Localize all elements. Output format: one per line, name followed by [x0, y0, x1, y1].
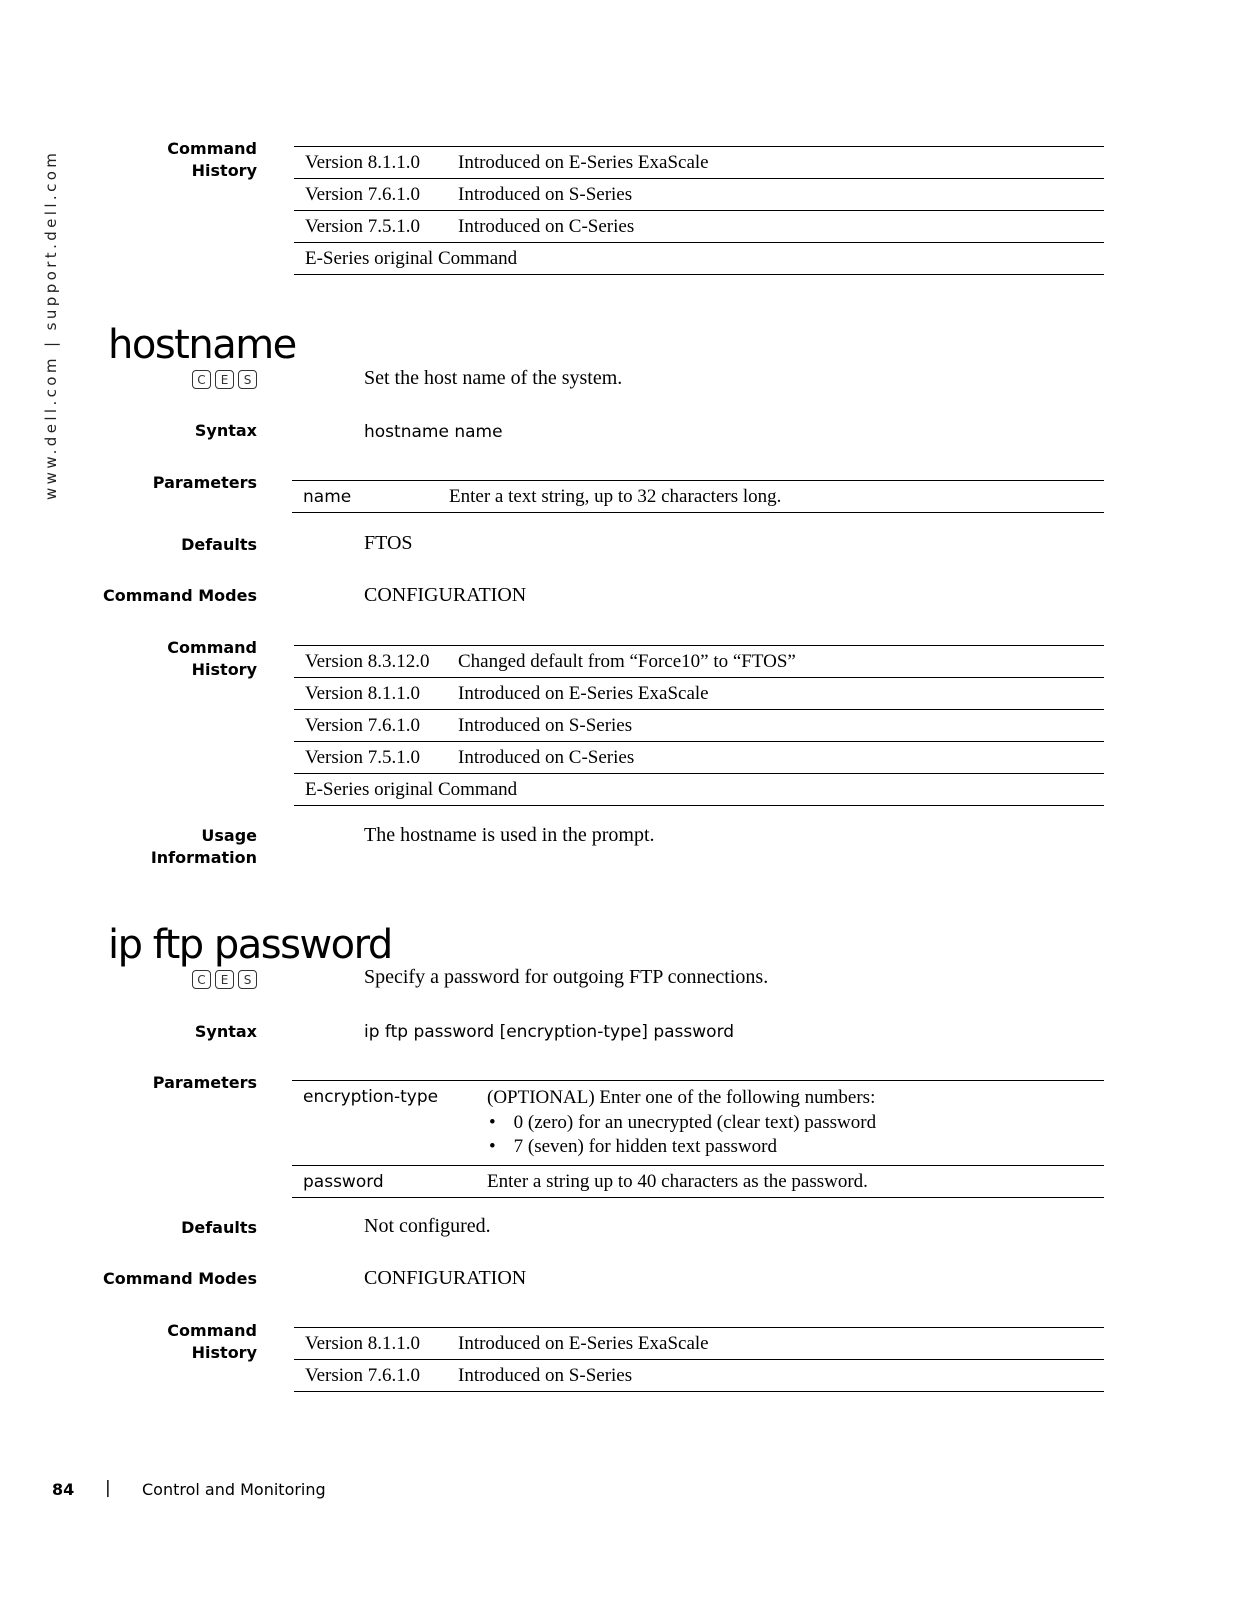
desc-cell: Introduced on C-Series: [458, 746, 635, 768]
platform-badges: [192, 370, 257, 389]
label-line: History: [191, 660, 257, 679]
bullet-text: 7 (seven) for hidden text password: [513, 1136, 777, 1157]
desc-cell: Introduced on E-Series ExaScale: [458, 1332, 709, 1354]
ip-ftp-password-heading: ip ftp password: [108, 922, 392, 968]
param-desc-text: (OPTIONAL) Enter one of the following numbers:: [487, 1087, 876, 1108]
platform-c-icon: C: [192, 970, 211, 989]
version-cell: Version 7.6.1.0: [305, 714, 421, 736]
side-url: www.dell.com | support.dell.com: [42, 149, 60, 500]
hostname-description: Set the host name of the system.: [364, 367, 623, 389]
ip-ftp-password-defaults: Not configured.: [364, 1215, 491, 1237]
desc-cell: Introduced on C-Series: [458, 215, 635, 237]
label-line: Command: [167, 638, 257, 657]
hostname-parameters-table: [292, 480, 1104, 513]
param-desc: Enter a string up to 40 characters as the password.: [487, 1170, 868, 1192]
version-cell: Version 7.6.1.0: [305, 183, 421, 205]
ip-ftp-password-syntax: ip ftp password [encryption-type] password: [364, 1022, 735, 1042]
desc-cell: Changed default from “Force10” to “FTOS”: [458, 650, 796, 672]
version-cell: Version 8.1.1.0: [305, 151, 421, 173]
version-cell: Version 7.5.1.0: [305, 215, 421, 237]
label-line: Command: [167, 139, 257, 158]
full-cell: E-Series original Command: [305, 778, 518, 800]
param-name: name: [303, 486, 352, 507]
ip-ftp-password-parameters-table: [292, 1080, 1104, 1198]
version-cell: Version 8.1.1.0: [305, 682, 421, 704]
table-row: [294, 742, 1104, 774]
table-row: [294, 211, 1104, 243]
table-row: [294, 678, 1104, 710]
table-row: [294, 774, 1104, 806]
history-table-top: [294, 146, 1104, 275]
version-cell: Version 7.6.1.0: [305, 1364, 421, 1386]
desc-cell: Introduced on S-Series: [458, 183, 633, 205]
table-row: [292, 1166, 1104, 1198]
label-line: Command: [167, 1321, 257, 1340]
version-cell: Version 7.5.1.0: [305, 746, 421, 768]
footer-section-title: Control and Monitoring: [142, 1480, 326, 1499]
label-line: History: [191, 161, 257, 180]
label-line: Usage: [201, 826, 257, 845]
hostname-heading: hostname: [108, 322, 296, 368]
table-row: [294, 243, 1104, 275]
table-row: [294, 710, 1104, 742]
platform-e-icon: E: [215, 970, 234, 989]
parameters-label: Parameters: [152, 1073, 257, 1092]
table-row: [294, 646, 1104, 678]
command-modes-label: Command Modes: [102, 1269, 257, 1288]
param-desc: Enter a text string, up to 32 characters long.: [449, 485, 782, 507]
desc-cell: Introduced on S-Series: [458, 714, 633, 736]
desc-cell: Introduced on E-Series ExaScale: [458, 682, 709, 704]
bullet-text: 0 (zero) for an unecrypted (clear text) password: [513, 1112, 877, 1133]
footer-separator: |: [105, 1478, 111, 1498]
table-row: [294, 179, 1104, 211]
hostname-history-table: [294, 645, 1104, 806]
parameters-label: Parameters: [152, 473, 257, 492]
list-item: [487, 1135, 876, 1159]
platform-c-icon: C: [192, 370, 211, 389]
defaults-label: Defaults: [181, 1218, 257, 1237]
command-history-label: [167, 1320, 257, 1364]
desc-cell: Introduced on E-Series ExaScale: [458, 151, 709, 173]
list-item: [487, 1111, 876, 1135]
hostname-defaults: FTOS: [364, 532, 413, 554]
bullet-icon: •: [489, 1136, 496, 1157]
hostname-syntax: hostname name: [364, 422, 503, 442]
table-row: [292, 1081, 1104, 1166]
bullet-icon: •: [489, 1112, 496, 1133]
platform-s-icon: S: [238, 370, 257, 389]
version-cell: Version 8.1.1.0: [305, 1332, 421, 1354]
table-row: [294, 1328, 1104, 1360]
ip-ftp-password-command-modes: CONFIGURATION: [364, 1267, 527, 1289]
full-cell: E-Series original Command: [305, 247, 518, 269]
command-modes-label: Command Modes: [102, 586, 257, 605]
syntax-label: Syntax: [194, 1022, 257, 1041]
hostname-usage: The hostname is used in the prompt.: [364, 824, 655, 846]
param-desc: [487, 1085, 876, 1159]
platform-s-icon: S: [238, 970, 257, 989]
hostname-command-modes: CONFIGURATION: [364, 584, 527, 606]
table-row: [294, 1360, 1104, 1392]
command-history-label: [167, 138, 257, 182]
table-row: [292, 481, 1104, 513]
platform-e-icon: E: [215, 370, 234, 389]
ip-ftp-password-history-table: [294, 1327, 1104, 1392]
label-line: History: [191, 1343, 257, 1362]
ip-ftp-password-description: Specify a password for outgoing FTP connections.: [364, 966, 769, 988]
param-name: encryption-type: [303, 1087, 439, 1107]
page-number: 84: [52, 1480, 75, 1499]
param-name: password: [303, 1171, 384, 1192]
label-line: Information: [150, 848, 257, 867]
desc-cell: Introduced on S-Series: [458, 1364, 633, 1386]
platform-badges: [192, 970, 257, 989]
version-cell: Version 8.3.12.0: [305, 650, 430, 672]
table-row: [294, 147, 1104, 179]
usage-information-label: [151, 825, 257, 869]
command-history-label: [167, 637, 257, 681]
syntax-label: Syntax: [194, 421, 257, 440]
defaults-label: Defaults: [181, 535, 257, 554]
